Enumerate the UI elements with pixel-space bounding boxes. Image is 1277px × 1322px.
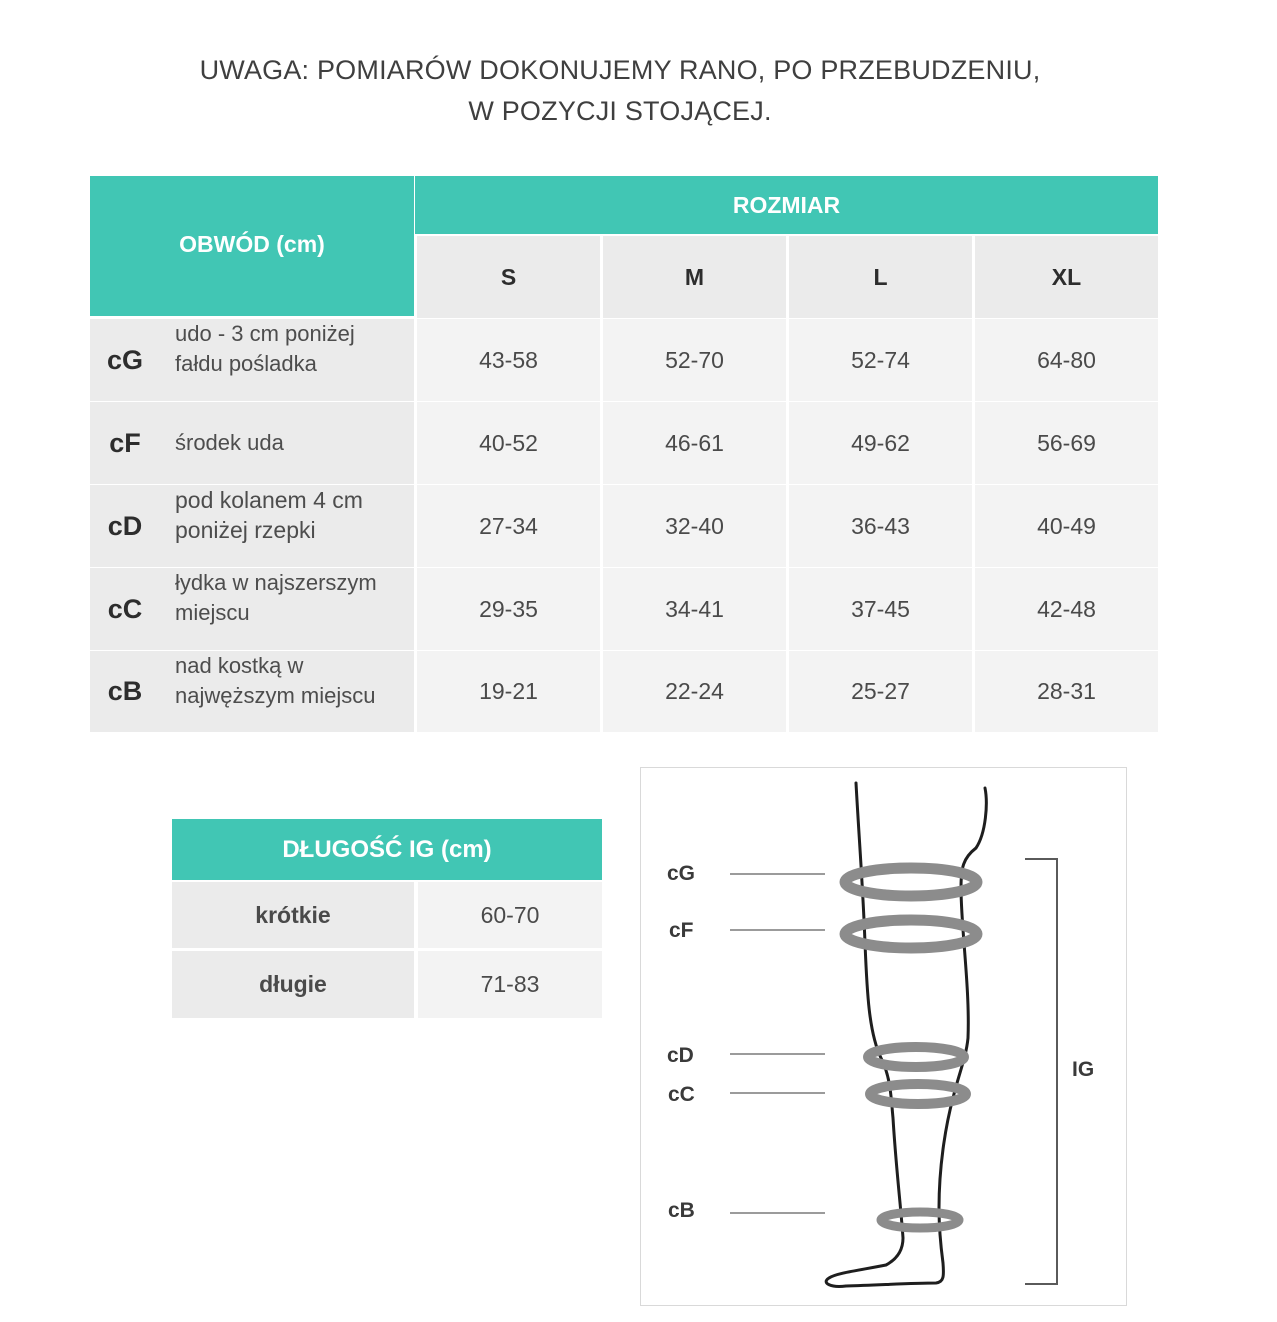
row-description-line: łydka w najszerszym — [175, 570, 377, 595]
value-cg-xl: 64-80 — [975, 319, 1158, 401]
value-cd-s: 27-34 — [417, 485, 600, 567]
length-label-long: długie — [172, 951, 414, 1018]
length-value-long: 71-83 — [418, 951, 602, 1018]
row-description-line: nad kostką w — [175, 653, 304, 678]
size-column-xl: XL — [975, 236, 1158, 318]
band-cc — [870, 1084, 966, 1104]
diagram-label-cg: cG — [667, 862, 696, 885]
value-cg-m: 52-70 — [603, 319, 786, 401]
value-cf-m: 46-61 — [603, 402, 786, 484]
row-description-line: środek uda — [175, 430, 284, 455]
measurement-notice — [0, 50, 1240, 132]
value-cf-xl: 56-69 — [975, 402, 1158, 484]
row-description-line: udo - 3 cm poniżej — [175, 321, 355, 346]
value-cb-s: 19-21 — [417, 651, 600, 732]
band-cb — [881, 1212, 959, 1228]
value-cd-l: 36-43 — [789, 485, 972, 567]
length-label-short: krótkie — [172, 882, 414, 948]
leg-measurement-diagram — [640, 767, 1127, 1306]
length-table — [172, 819, 602, 1019]
leg-diagram-svg — [641, 768, 1128, 1307]
value-cb-xl: 28-31 — [975, 651, 1158, 732]
row-description-line: fałdu pośladka — [175, 351, 317, 376]
value-cc-m: 34-41 — [603, 568, 786, 650]
circumference-header-label: OBWÓD (cm) — [179, 230, 325, 257]
value-cb-m: 22-24 — [603, 651, 786, 732]
notice-line-1: UWAGA: POMIARÓW DOKONUJEMY RANO, PO PRZEBUDZENIU, — [199, 55, 1041, 85]
length-value-short: 60-70 — [418, 882, 602, 948]
diagram-label-ig: IG — [1072, 1058, 1095, 1081]
size-header — [415, 176, 1158, 234]
row-description-cg — [160, 319, 414, 401]
value-cc-s: 29-35 — [417, 568, 600, 650]
row-description-line: najwęższym miejscu — [175, 683, 376, 708]
diagram-label-cd: cD — [667, 1044, 694, 1067]
row-description-cd — [160, 485, 414, 567]
band-cg — [845, 868, 977, 896]
diagram-label-cc: cC — [668, 1083, 695, 1106]
diagram-label-cf: cF — [669, 919, 694, 942]
row-code-cc: cC — [90, 568, 160, 650]
value-cd-m: 32-40 — [603, 485, 786, 567]
row-description-cb — [160, 651, 414, 732]
size-header-label: ROZMIAR — [732, 191, 841, 218]
size-column-l: L — [789, 236, 972, 318]
length-header: DŁUGOŚĆ IG (cm) — [172, 819, 602, 880]
row-description-line: miejscu — [175, 600, 250, 625]
value-cg-s: 43-58 — [417, 319, 600, 401]
value-cf-s: 40-52 — [417, 402, 600, 484]
value-cc-l: 37-45 — [789, 568, 972, 650]
circumference-header — [90, 176, 414, 316]
value-cf-l: 49-62 — [789, 402, 972, 484]
row-description-cf — [160, 402, 414, 484]
leader-lines — [730, 874, 825, 1213]
diagram-label-cb: cB — [668, 1199, 695, 1222]
row-description-line: pod kolanem 4 cm — [175, 487, 363, 513]
row-code-cg: cG — [90, 319, 160, 401]
row-code-cd: cD — [90, 485, 160, 567]
size-table — [90, 176, 1158, 732]
band-cd — [868, 1047, 964, 1067]
value-cd-xl: 40-49 — [975, 485, 1158, 567]
measurement-bands — [845, 868, 977, 1228]
size-column-s: S — [417, 236, 600, 318]
size-column-m: M — [603, 236, 786, 318]
row-description-cc — [160, 568, 414, 650]
row-code-cf: cF — [90, 402, 160, 484]
length-bracket — [1025, 859, 1057, 1284]
notice-line-2: W POZYCJI STOJĄCEJ. — [468, 96, 772, 126]
value-cg-l: 52-74 — [789, 319, 972, 401]
row-description-line: poniżej rzepki — [175, 517, 316, 543]
value-cb-l: 25-27 — [789, 651, 972, 732]
value-cc-xl: 42-48 — [975, 568, 1158, 650]
row-code-cb: cB — [90, 651, 160, 732]
